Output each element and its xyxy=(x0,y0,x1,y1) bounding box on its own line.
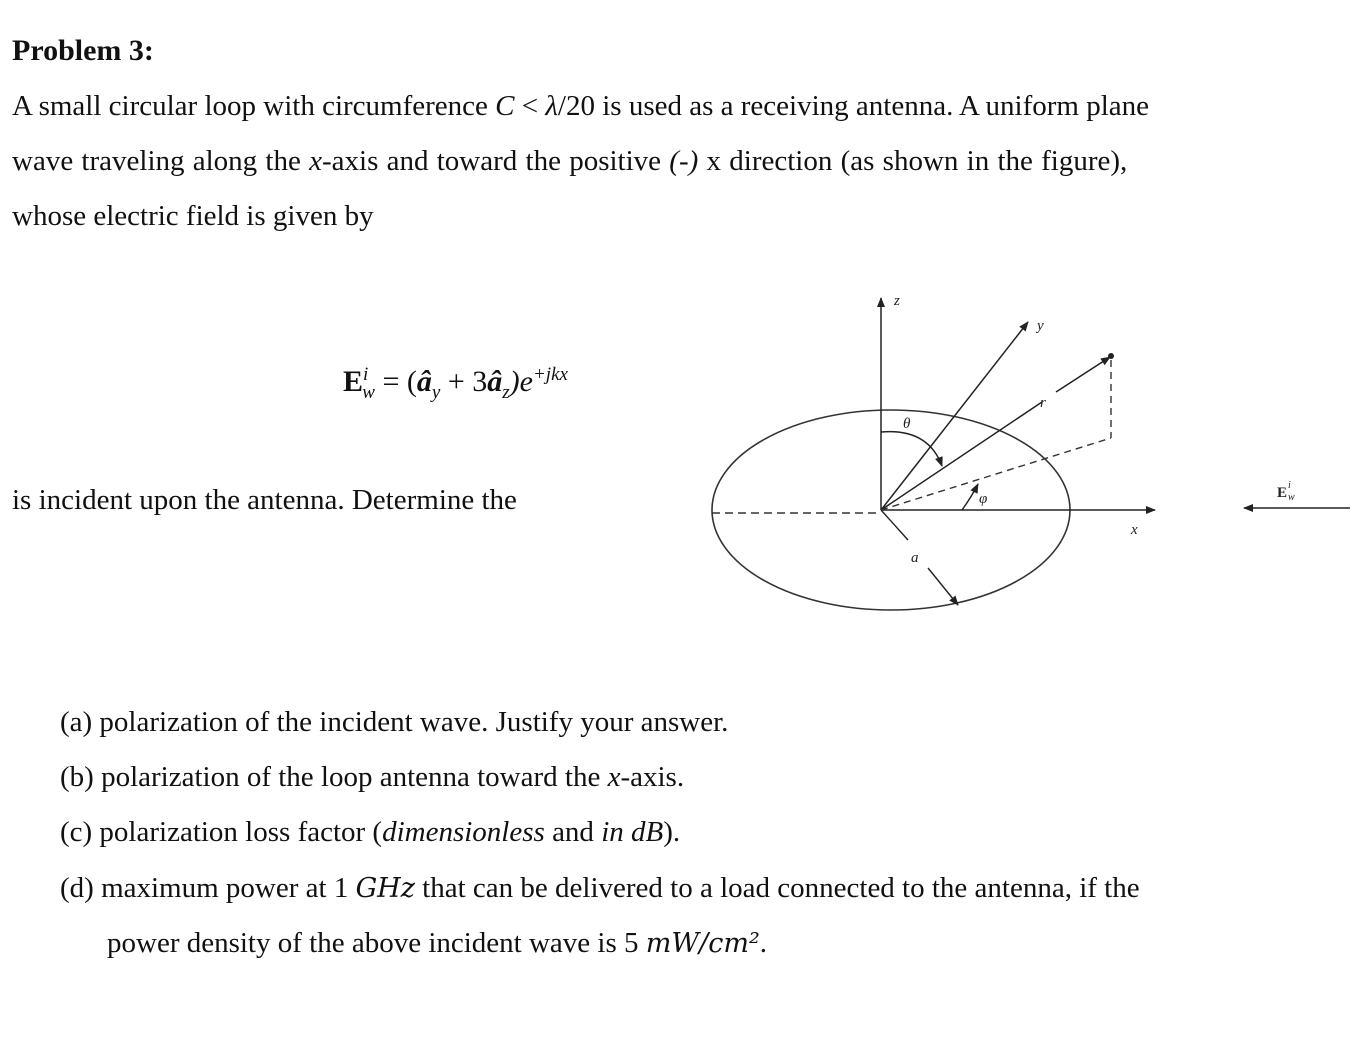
eq-sign: = ( xyxy=(374,365,417,398)
var-lambda: λ xyxy=(545,90,558,122)
unit-mw-cm2: mW/cm² xyxy=(645,928,760,959)
negative-sign: (-) xyxy=(669,145,699,177)
eq-a-hat-y: â xyxy=(416,365,432,398)
label-r: r xyxy=(1040,395,1046,411)
item-c-text: (c) polarization loss factor ( xyxy=(60,816,383,848)
intro-text: /20 is used as a receiving antenna. A uniform plane xyxy=(557,90,1150,122)
intro-text: -axis and toward the positive xyxy=(322,145,670,177)
label-y: y xyxy=(1037,318,1044,334)
item-d-text: power density of the above incident wave is 5 xyxy=(107,927,646,959)
var-c: C xyxy=(495,90,515,122)
eq-exponent: +jkx xyxy=(532,364,568,385)
eq-sub-y: y xyxy=(431,382,441,403)
r-vector-tip xyxy=(1056,357,1110,392)
item-d-text: . xyxy=(759,927,768,959)
eq-a-hat-z: â xyxy=(487,365,503,398)
radius-a-arrow xyxy=(928,568,958,605)
intro-line-3: whose electric field is given by xyxy=(12,200,374,232)
intro-text: x direction (as shown in the figure), xyxy=(698,145,1128,177)
eq-e: E xyxy=(343,365,364,398)
var-x: x xyxy=(309,145,322,177)
var-x: x xyxy=(607,761,621,793)
less-than: < xyxy=(514,90,546,122)
phi-arc xyxy=(962,484,978,510)
point-p xyxy=(1108,353,1114,359)
label-z: z xyxy=(894,293,900,309)
label-e-sup: i xyxy=(1288,480,1291,491)
item-c-text: ). xyxy=(663,816,681,848)
theta-arc xyxy=(881,432,942,466)
item-a: (a) polarization of the incident wave. Justify your answer. xyxy=(60,706,729,738)
item-c-text: and xyxy=(544,816,602,848)
unit-ghz: GHz xyxy=(355,873,415,904)
projection-horizontal xyxy=(881,438,1111,510)
item-d-text: (d) maximum power at 1 xyxy=(60,872,356,904)
intro-text: wave traveling along the xyxy=(12,145,310,177)
eq-exp-base: )e xyxy=(509,365,533,398)
problem-title: Problem 3: xyxy=(12,34,154,67)
item-d-text: that can be delivered to a load connected to the antenna, if the xyxy=(414,872,1140,904)
eq-sup-i: i xyxy=(363,364,369,385)
label-a: a xyxy=(911,550,919,566)
label-theta: θ xyxy=(903,416,911,432)
label-e: E xyxy=(1277,485,1288,501)
eq-sub-z: z xyxy=(502,382,510,403)
label-x: x xyxy=(1131,522,1138,538)
incident-text: is incident upon the antenna. Determine the xyxy=(12,484,517,516)
item-b-text: (b) polarization of the loop antenna toward the xyxy=(60,761,608,793)
intro-text: A small circular loop with circumference xyxy=(12,90,496,122)
item-c-in-db: in dB xyxy=(601,816,664,848)
label-e-sub: w xyxy=(1288,492,1295,503)
item-c-dimensionless: dimensionless xyxy=(382,816,545,848)
radius-a-line xyxy=(881,510,908,540)
label-phi: φ xyxy=(979,491,988,507)
eq-sub-w: w xyxy=(362,382,375,403)
item-b-text: -axis. xyxy=(620,761,685,793)
eq-plus: + 3 xyxy=(440,365,488,398)
